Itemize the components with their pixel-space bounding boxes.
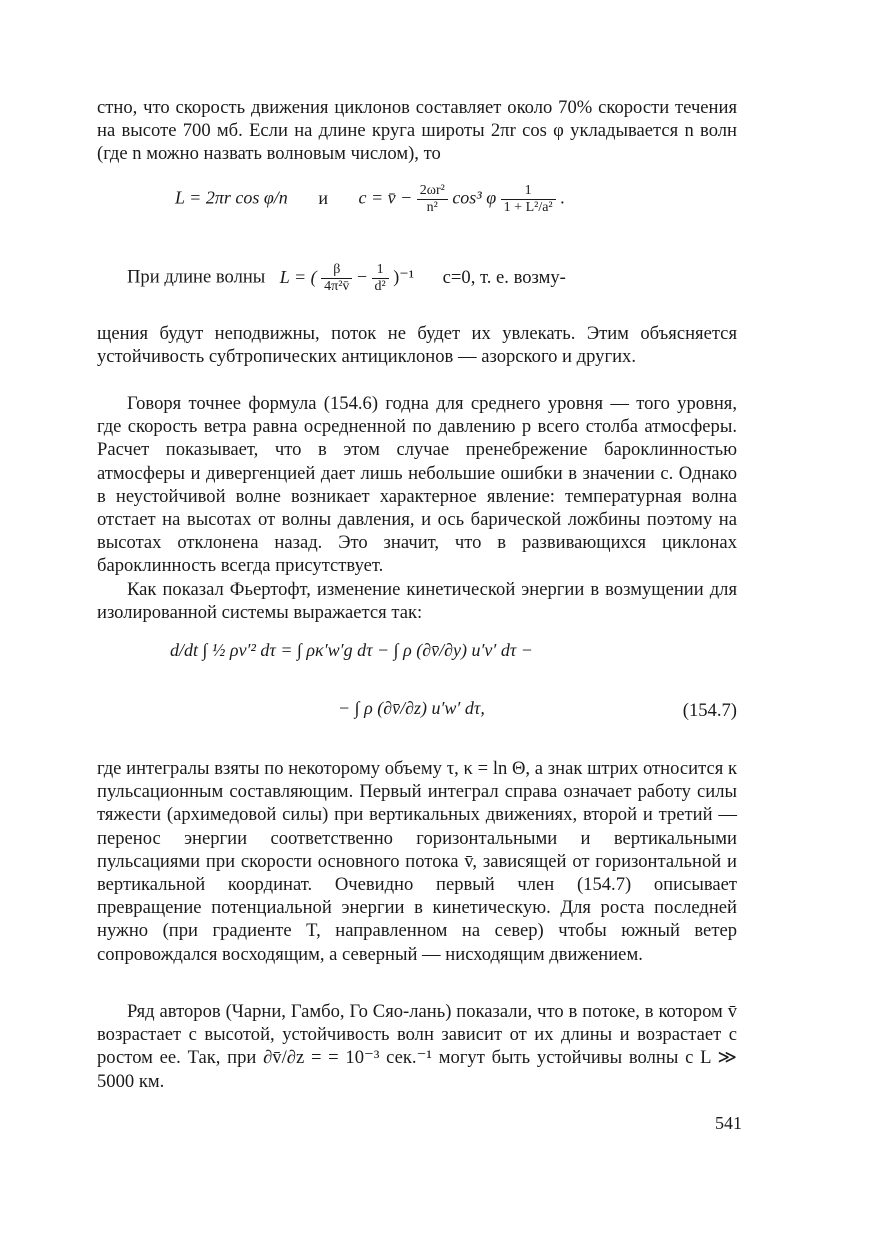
fraction bbox=[501, 183, 556, 216]
eq-line: − ∫ ρ (∂v̄/∂z) u′w′ dτ, bbox=[338, 698, 485, 718]
paragraph-text: щения будут неподвижны, поток не будет их увлекать. Этим объясняется устойчивость субтропических антициклонов — азорского и других. bbox=[97, 323, 737, 368]
fraction bbox=[372, 262, 389, 295]
paragraph-text: При длине волны bbox=[127, 266, 266, 288]
fraction-numerator: 2ωr² bbox=[417, 183, 448, 200]
eq-L: L = ( bbox=[279, 266, 317, 287]
paragraph-intro bbox=[97, 96, 737, 166]
paragraph-fjortoft bbox=[97, 578, 737, 624]
paragraph-continuation bbox=[97, 322, 737, 368]
eq-close: )⁻¹ bbox=[393, 266, 415, 287]
fraction bbox=[321, 262, 352, 295]
eq-line: d/dt ∫ ½ ρv′² dτ = ∫ ρκ′w′g dτ − ∫ ρ (∂v̄/∂y) u′v′ dτ − bbox=[170, 640, 533, 660]
equation-kinetic-energy-line1 bbox=[170, 640, 533, 661]
paragraph-text: Как показал Фьертофт, изменение кинетической энергии в возмущении для изолированной системы выражается так: bbox=[97, 579, 737, 624]
paragraph-formula-discussion bbox=[97, 392, 737, 578]
paragraph-authors bbox=[97, 1000, 737, 1093]
fraction-denominator: 1 + L²/a² bbox=[503, 200, 553, 215]
fraction-numerator: β bbox=[321, 262, 352, 279]
fraction-denominator: 4π²v̄ bbox=[324, 279, 350, 294]
paragraph-text: c=0, т. е. возму- bbox=[442, 266, 566, 288]
eq-right-a: c = v̄ − bbox=[358, 187, 413, 208]
equation-stationary-wave bbox=[127, 262, 566, 295]
eq-left: L = 2πr cos φ/n bbox=[175, 187, 288, 208]
equation-kinetic-energy-line2 bbox=[338, 698, 485, 719]
paragraph-text: стно, что скорость движения циклонов составляет около 70% скорости течения на высоте 700 мб. Если на длине круга широты 2πr cos φ укладывается n волн (где n можно назвать волновым числом), то bbox=[97, 97, 737, 165]
fraction-denominator: d² bbox=[374, 279, 386, 294]
eq-and: и bbox=[318, 187, 328, 208]
equation-wavelength-speed: L = 2πr cos φ/n и c = v̄ − $\frac{\text{2ωr²}}{\text{n²}}$ cos³ φ $\frac{1}{\text{1 + L²/a²}}$ . bbox=[175, 183, 565, 215]
page-number: 541 bbox=[715, 1113, 742, 1133]
equation-number: (154.7) bbox=[682, 700, 737, 721]
fraction bbox=[417, 183, 448, 216]
eq-minus: − bbox=[356, 266, 368, 287]
paragraph-text: где интегралы взяты по некоторому объему τ, κ = ln Θ, а знак штрих относится к пульсационным составляющим. Первый интеграл справа означает работу силы тяжести (архимедовой силы) при вертикальных движениях, второй и третий — перенос энергии соответственно горизонтальными и вертикальными пульсациями при скорости основного потока v̄, зависящей от горизонтальной и вертикальной координат. Очевидно первый член (154.7) описывает превращение потенциальной энергии в кинетическую. Для роста последней нужно (при градиенте T, направленном на север) чтобы южный ветер сопровождался восходящим, а северный — нисходящим движением. bbox=[97, 758, 737, 965]
paragraph-text: Ряд авторов (Чарни, Гамбо, Го Сяо-лань) показали, что в потоке, в котором v̄ возрастает с высотой, устойчивость волн зависит от их длины и возрастает с ростом ее. Так, при ∂v̄/∂z = = 10⁻³ сек.⁻¹ могут быть устойчивы волны с L ≫ 5000 км. bbox=[97, 1001, 737, 1092]
fraction-denominator: n² bbox=[426, 200, 438, 215]
eq-right-b: cos³ φ bbox=[452, 187, 497, 208]
fraction-numerator: 1 bbox=[501, 183, 556, 200]
paragraph-text: Говоря точнее формула (154.6) годна для среднего уровня — того уровня, где скорость ветра равна осредненной по давлению p всего столба атмосферы. Расчет показывает, что в этом случае пренебрежение бароклинностью атмосферы и дивергенцией дает лишь небольшие ошибки в значении c. Однако в неустойчивой волне возникает характерное явление: температурная волна отстает на высотах от волны давления, и ось барической ложбины поэтому на высотах отклонена назад. Это значит, что в развивающихся циклонах бароклинность всегда присутствует. bbox=[97, 393, 737, 577]
paragraph-integrals bbox=[97, 757, 737, 966]
fraction-numerator: 1 bbox=[372, 262, 389, 279]
